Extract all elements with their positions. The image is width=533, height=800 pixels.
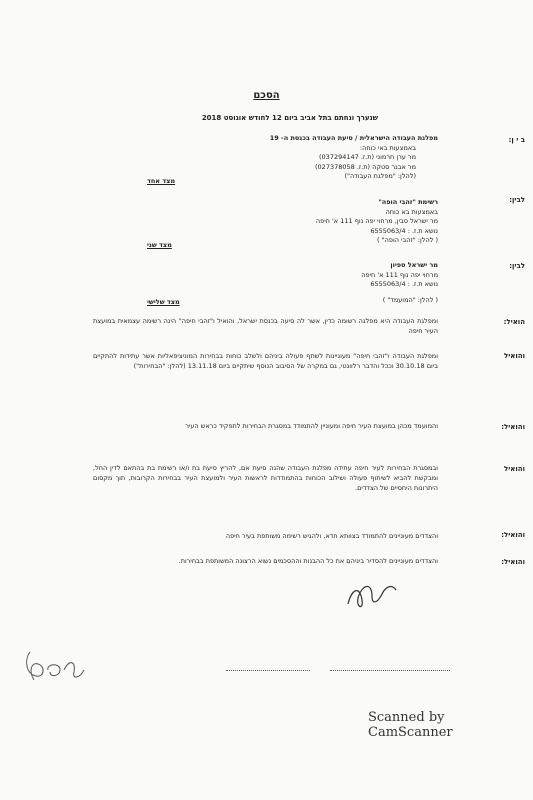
signature-mark	[342, 574, 412, 614]
recital-text: ומפלגת העבודה ו"זהבי חיפה" מעוניינות לשתף פעולה ביניהם ולשלב כוחות בבחירות המוניציפאליות אשר עתידות להתקיים ביום 30.10.18 וככל והדבר רלוונטי, גם במקרה של הסיבוב הנוסף שיתקיים ביום 13.11.18 (להלן: "הבחירות")	[93, 352, 438, 370]
party-three-side: מצד שלישי	[147, 298, 180, 306]
recital-text: והצדדים מעוניינים להתמודד בצוותא חדא, ולהגיש רשימה משותפת בעיר חיפה	[225, 532, 438, 540]
party-one-line: מר ערן חרמוני (ת.ז. 037294147)	[319, 153, 416, 161]
signature-line	[330, 670, 450, 671]
party-two-line: נושא ת.ז. : 6555063/4	[370, 226, 438, 235]
party-one-line: (להלן: "מפלגת העבודה")	[344, 172, 416, 180]
party-three-line: מר ישראל ספיון	[390, 261, 438, 269]
signature-line	[226, 670, 310, 671]
recital-text: והמועמד מכהן במועצת העיר חיפה ומעוניין להתמודד במסגרת הבחירות לתפקיד כראש העיר	[185, 422, 438, 430]
document-title: הסכם	[253, 90, 280, 101]
document-subtitle: שנערך ונחתם בתל אביב ביום 12 לחודש אוגוסט 2018	[201, 114, 378, 122]
party-three-line: נושא ת.ז. : 6555063/4	[370, 280, 438, 288]
recital-label: והואיל	[503, 465, 525, 473]
third-label: לבין:	[509, 262, 525, 270]
recital-text: והצדדים מעוניינים להסדיר ביניהם את כל ההבנות וההסכמים נשוא הרצונה המשותפת בבחירות.	[178, 557, 438, 565]
party-one-line: באמצעות באי כוחה:	[359, 143, 416, 152]
party-two-line: באמצעות בא כוחה	[385, 207, 438, 216]
recital-label: והואיל:	[501, 531, 525, 539]
party-one-line: מר אבנר סטקה (ת.ז. 027378058)	[315, 162, 416, 171]
party-three-line: מרחוי יפה נוף 111 א' חיפה	[361, 270, 438, 279]
party-one-line: מפלגת העבודה הישראלית / סיעת העבודה בכנסת ה- 19	[269, 134, 438, 142]
party-two-line: ( להלן: "זהבי הופה" )	[377, 236, 438, 244]
recital-label: והואיל:	[501, 558, 525, 566]
handwritten-initials-mark	[20, 640, 110, 690]
recital-label: הואיל:	[503, 318, 525, 326]
party-two-side: מצד שני	[147, 241, 172, 249]
party-one-block	[98, 134, 438, 182]
party-two-block	[98, 198, 438, 246]
second-label: לבין:	[509, 196, 525, 204]
recital-text: ובמסגרת הבחירות לעיר חיפה עתידה מפלגת העבודה שהנה סיעת אם, להריץ סיעת בת ו/או רשימת בת בהתאם לדין החל, ומבקשת להביא לשיתוף פעולה ושילוב הכוחות בהתמודדות לראשות העיר ולמועצת העיר בבחירות הקרובות, תוך מקסום היתרונות היחסיים של הצדדים.	[93, 464, 438, 492]
recital-label: והואיל	[503, 352, 525, 360]
between-label: ב י ן:	[508, 136, 525, 144]
party-three-line: ( להלן: "המועמד" )	[382, 295, 438, 304]
party-two-line: מר ישראל סבין, מרחוי יפה נוף 111 א' חיפה	[315, 217, 438, 225]
recital-label: והואיל:	[501, 423, 525, 431]
scanner-watermark: Scanned by CamScanner	[368, 710, 453, 740]
party-two-line: רשימת "זהבי הופה"	[378, 198, 438, 206]
party-one-side: מצד אחד	[147, 177, 176, 185]
recital-text: ומפלגת העבודה היא מפלגה רשומה כדין, אשר לה סיעה בכנסת ישראל, והואיל ו"זהבי חיפה" הינה רשימה עצמאית במועצת העיר חיפה	[93, 317, 438, 335]
